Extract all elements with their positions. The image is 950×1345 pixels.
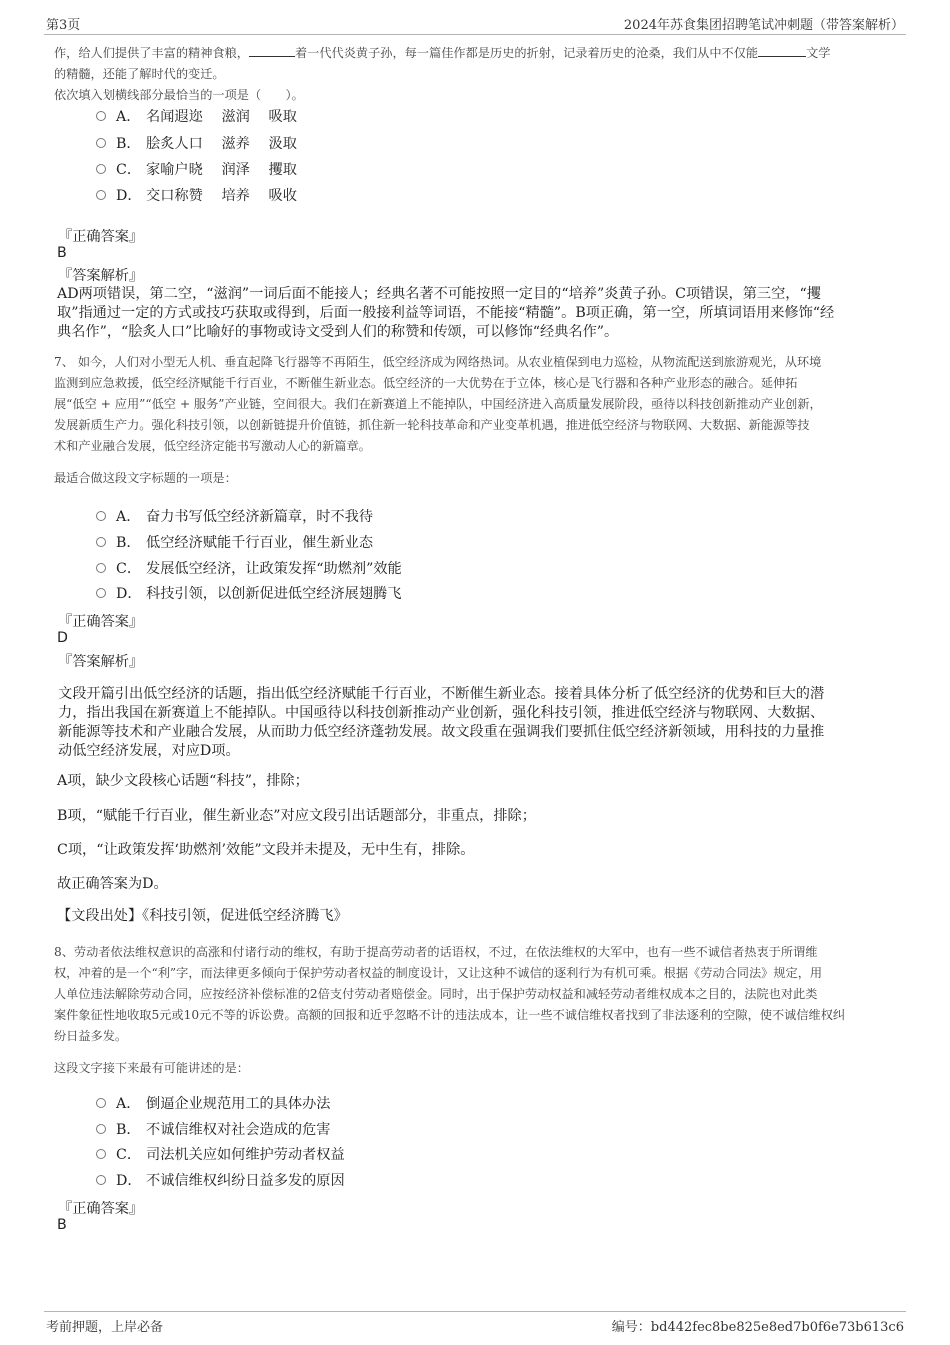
option-text: 科技引领，以创新促进低空经济展翅腾飞 bbox=[146, 586, 402, 602]
q7-stem-line5: 术和产业融合发展，低空经济定能书写激动人心的新篇章。 bbox=[54, 439, 371, 453]
option-text: 交口称赞 培养 吸收 bbox=[146, 188, 297, 204]
q8-option-a[interactable] bbox=[96, 1093, 330, 1113]
q6-text-c: 文学 bbox=[806, 46, 831, 60]
q8-question: 这段文字接下来最有可能讲述的是： bbox=[54, 1061, 249, 1075]
option-letter: B． bbox=[116, 1122, 141, 1138]
radio-icon[interactable] bbox=[96, 164, 106, 174]
option-text: 不诚信维权纠纷日益多发的原因 bbox=[146, 1173, 345, 1189]
q7-stem-line3: 展“低空 + 应用”“低空 + 服务”产业链，空间很大。我们在新赛道上不能掉队，中国经济进入高质量发展阶段，亟待以科技创新推动产业创新， bbox=[54, 397, 822, 411]
radio-icon[interactable] bbox=[96, 1098, 106, 1108]
radio-icon[interactable] bbox=[96, 138, 106, 148]
radio-icon[interactable] bbox=[96, 537, 106, 547]
q8-stem-line2: 权，冲着的是一个“利”字，而法律更多倾向于保护劳动者权益的制度设计，又让这种不诚信的逐利行为有机可乘。根据《劳动合同法》规定，用 bbox=[54, 966, 823, 980]
option-letter: C． bbox=[116, 1147, 142, 1163]
page-footer bbox=[44, 1311, 906, 1338]
q6-blank-2 bbox=[249, 44, 295, 57]
q8-answer: B bbox=[57, 1217, 67, 1233]
q7-analysis-label: 『答案解析』 bbox=[58, 654, 144, 670]
option-text: 名闻遐迩 滋润 吸取 bbox=[146, 109, 297, 125]
q7-answer-label: 『正确答案』 bbox=[58, 614, 144, 630]
q7-stem-line1: 7、 如今，人们对小型无人机、垂直起降飞行器等不再陌生，低空经济成为网络热词。从农业植保到电力巡检，从物流配送到旅游观光，从环境 bbox=[54, 355, 822, 369]
footer-slogan: 考前押题，上岸必备 bbox=[46, 1320, 164, 1335]
q7-stem-line2: 监测到应急救援，低空经济赋能千行百业，不断催生新业态。低空经济的一大优势在于立体，核心是飞行器和各种产业形态的融合。延伸拓 bbox=[54, 376, 798, 390]
q6-text-b: 着一代代炎黄子孙，每一篇佳作都是历史的折射，记录着历史的沧桑，我们从中不仅能 bbox=[295, 46, 759, 60]
q6-stem-line1 bbox=[54, 43, 831, 64]
radio-icon[interactable] bbox=[96, 1149, 106, 1159]
option-text: 不诚信维权对社会造成的危害 bbox=[146, 1122, 331, 1138]
radio-icon[interactable] bbox=[96, 588, 106, 598]
q6-answer-label: 『正确答案』 bbox=[58, 229, 144, 245]
q6-question: 依次填入划横线部分最恰当的一项是（ ）。 bbox=[54, 88, 304, 102]
q7-analysis-a: A项，缺少文段核心话题“科技”，排除； bbox=[57, 773, 309, 789]
page-number: 第3页 bbox=[46, 18, 81, 33]
q7-option-d[interactable] bbox=[96, 583, 401, 603]
q6-text-a: 作，给人们提供了丰富的精神食粮， bbox=[54, 46, 249, 60]
q7-analysis-c: C项，“让政策发挥‘助燃剂’效能”文段并未提及，无中生有，排除。 bbox=[57, 842, 475, 858]
q6-stem-line2: 的精髓，还能了解时代的变迁。 bbox=[54, 67, 225, 81]
q7-analysis-line3: 新能源等技术和产业融合发展，从而助力低空经济蓬勃发展。故文段重在强调我们要抓住低空经济新领域，用科技的力量推 bbox=[58, 724, 825, 740]
document-title: 2024年苏食集团招聘笔试冲刺题（带答案解析） bbox=[623, 18, 904, 33]
q7-analysis-line1: 文段开篇引出低空经济的话题，指出低空经济赋能千行百业，不断催生新业态。接着具体分析了低空经济的优势和巨大的潜 bbox=[58, 686, 825, 702]
option-letter: A． bbox=[116, 109, 141, 125]
q8-option-c[interactable] bbox=[96, 1144, 345, 1164]
q8-option-b[interactable] bbox=[96, 1119, 330, 1139]
option-letter: C． bbox=[116, 162, 142, 178]
option-letter: A． bbox=[116, 509, 141, 525]
q7-analysis-line4: 动低空经济发展，对应D项。 bbox=[58, 743, 240, 759]
page-header bbox=[44, 12, 906, 35]
q8-stem-line3: 人单位违法解除劳动合同，应按经济补偿标准的2倍支付劳动者赔偿金。同时，出于保护劳动权益和减轻劳动者维权成本之目的，法院也对此类 bbox=[54, 987, 818, 1001]
option-text: 低空经济赋能千行百业，催生新业态 bbox=[146, 535, 374, 551]
option-text: 倒逼企业规范用工的具体办法 bbox=[146, 1096, 331, 1112]
radio-icon[interactable] bbox=[96, 111, 106, 121]
document-id: 编号：bd442fec8be825e8ed7b0f6e73b613c6 bbox=[611, 1320, 904, 1335]
option-letter: D． bbox=[116, 586, 142, 602]
option-letter: A． bbox=[116, 1096, 141, 1112]
q6-option-c[interactable] bbox=[96, 159, 297, 179]
q7-source: 【文段出处】《科技引领，促进低空经济腾飞》 bbox=[57, 908, 348, 924]
q7-answer: D bbox=[57, 630, 68, 646]
q7-option-c[interactable] bbox=[96, 558, 402, 578]
q7-stem-line4: 发展新质生产力。强化科技引领，以创新链提升价值链，抓住新一轮科技革命和产业变革机遇，推进低空经济与物联网、大数据、新能源等技 bbox=[54, 418, 810, 432]
q6-option-d[interactable] bbox=[96, 185, 297, 205]
radio-icon[interactable] bbox=[96, 1175, 106, 1185]
q7-analysis-b: B项，“赋能千行百业，催生新业态”对应文段引出话题部分，非重点，排除； bbox=[57, 808, 536, 824]
radio-icon[interactable] bbox=[96, 511, 106, 521]
radio-icon[interactable] bbox=[96, 190, 106, 200]
q7-analysis-line2: 力，指出我国在新赛道上不能掉队。中国亟待以科技创新推动产业创新，强化科技引领，推进低空经济与物联网、大数据、 bbox=[58, 705, 825, 721]
q8-option-d[interactable] bbox=[96, 1170, 345, 1190]
radio-icon[interactable] bbox=[96, 1124, 106, 1134]
q8-stem-line4: 案件象征性地收取5元或10元不等的诉讼费。高额的回报和近乎忽略不计的违法成本，让一些不诚信维权者找到了非法逐利的空隙，使不诚信维权纠 bbox=[54, 1008, 846, 1022]
option-text: 家喻户晓 润泽 攫取 bbox=[146, 162, 297, 178]
q7-option-b[interactable] bbox=[96, 532, 373, 552]
option-letter: B． bbox=[116, 535, 141, 551]
q7-option-a[interactable] bbox=[96, 506, 373, 526]
q8-stem-line1: 8、劳动者依法维权意识的高涨和付诸行动的维权，有助于提高劳动者的话语权，不过，在依法维权的大军中，也有一些不诚信者热衷于所谓维 bbox=[54, 945, 818, 959]
radio-icon[interactable] bbox=[96, 563, 106, 573]
q8-stem-line5: 纷日益多发。 bbox=[54, 1029, 128, 1043]
q6-answer: B bbox=[57, 245, 67, 261]
q7-conclusion: 故正确答案为D。 bbox=[57, 876, 168, 892]
q6-analysis-line3: 典名作”，“脍炙人口”比喻好的事物或诗文受到人们的称赞和传颂，可以修饰“经典名作”。 bbox=[57, 324, 619, 340]
q6-analysis-label: 『答案解析』 bbox=[58, 268, 144, 284]
option-text: 脍炙人口 滋养 汲取 bbox=[146, 136, 297, 152]
option-text: 发展低空经济，让政策发挥“助燃剂”效能 bbox=[146, 561, 402, 577]
option-letter: D． bbox=[116, 188, 142, 204]
q6-analysis-line2: 取”指通过一定的方式或技巧获取或得到，后面一般接利益等词语，不能接“精髓”。B项正确，第一空，所填词语用来修饰“经 bbox=[57, 305, 835, 321]
option-letter: D． bbox=[116, 1173, 142, 1189]
q6-blank-3 bbox=[758, 44, 806, 57]
option-text: 奋力书写低空经济新篇章，时不我待 bbox=[146, 509, 374, 525]
q8-answer-label: 『正确答案』 bbox=[58, 1201, 144, 1217]
q7-question: 最适合做这段文字标题的一项是： bbox=[54, 471, 237, 485]
option-text: 司法机关应如何维护劳动者权益 bbox=[146, 1147, 345, 1163]
q6-option-b[interactable] bbox=[96, 133, 297, 153]
option-letter: C． bbox=[116, 561, 142, 577]
q6-option-a[interactable] bbox=[96, 106, 297, 126]
option-letter: B． bbox=[116, 136, 141, 152]
q6-analysis-line1: AD两项错误，第二空，“滋润”一词后面不能接人；经典名著不可能按照一定目的“培养”炎黄子孙。C项错误，第三空，“攫 bbox=[57, 286, 821, 302]
